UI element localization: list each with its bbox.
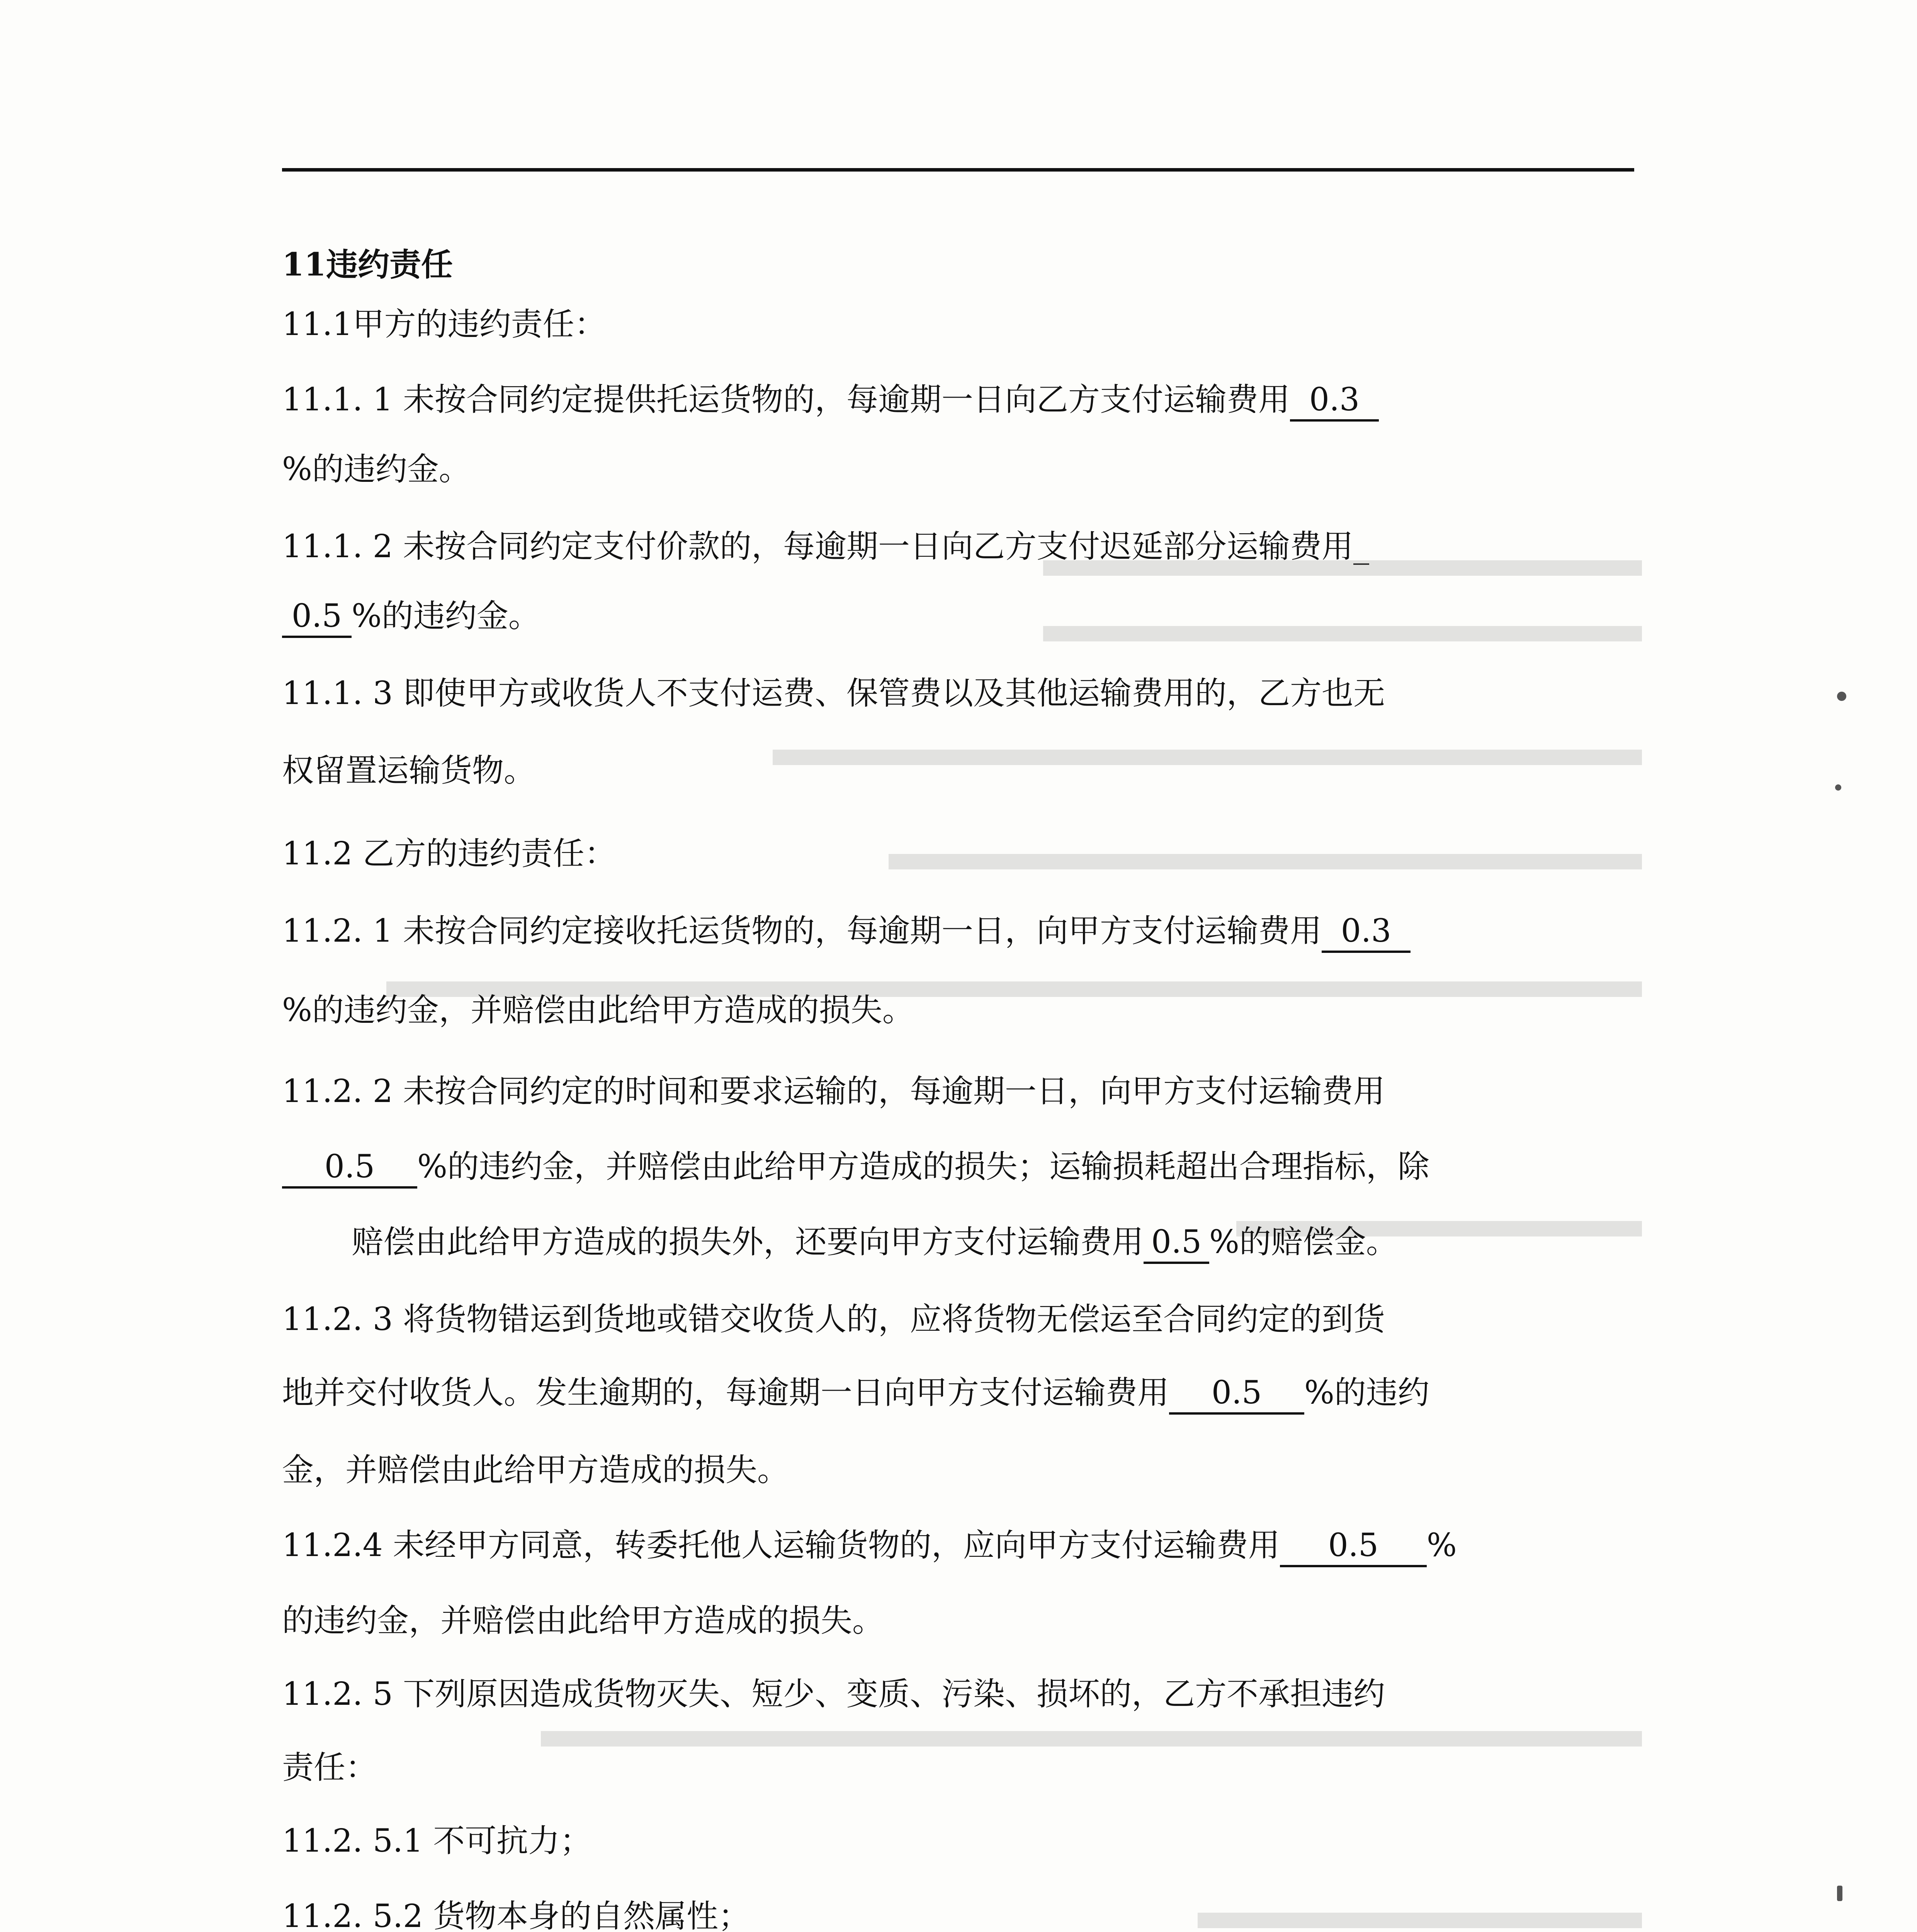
clause-text-line: 责任： — [282, 1749, 377, 1786]
clause-11-1-1: 11.1. 1 未按合同约定提供托运货物的，每逾期一日向乙方支付运输费用 0.3 — [282, 377, 1379, 423]
header-rule — [282, 168, 1634, 172]
margin-mark — [1835, 784, 1841, 791]
fill-in-blank: 0.5 — [1280, 1526, 1427, 1567]
clause-text-line: %的违约金。 — [282, 451, 471, 488]
clause-text-line: 权留置运输货物。 — [282, 752, 536, 789]
fill-in-blank: 0.5 — [282, 597, 352, 638]
clause-text-line: 0.5 %的违约金，并赔偿由此给甲方造成的损失；运输损耗超出合理指标，除 — [282, 1144, 1429, 1190]
margin-mark — [1837, 1886, 1842, 1901]
clause-11-2-2: 11.2. 2 未按合同约定的时间和要求运输的，每逾期一日，向甲方支付运输费用 — [282, 1073, 1385, 1110]
clause-11-1-2: 11.1. 2 未按合同约定支付价款的，每逾期一日向乙方支付迟延部分运输费用_ — [282, 528, 1369, 565]
section-heading-11: 11违约责任 — [282, 246, 453, 283]
clause-11-1-3: 11.1. 3 即使甲方或收货人不支付运费、保管费以及其他运输费用的，乙方也无 — [282, 675, 1385, 712]
clause-text-line: %的违约金，并赔偿由此给甲方造成的损失。 — [282, 992, 914, 1029]
fill-in-blank: 0.5 — [1169, 1374, 1304, 1415]
clause-11-2-5: 11.2. 5 下列原因造成货物灭失、短少、变质、污染、损坏的，乙方不承担违约 — [282, 1676, 1385, 1713]
clause-text-line: 的违约金，并赔偿由此给甲方造成的损失。 — [282, 1602, 884, 1639]
fill-in-blank: 0.5 — [282, 1148, 417, 1189]
fill-in-blank: 0.3 — [1322, 912, 1411, 953]
clause-11-2-3: 11.2. 3 将货物错运到货地或错交收货人的，应将货物无偿运至合同约定的到货 — [282, 1301, 1385, 1338]
clause-11-2-5-2: 11.2. 5.2 货物本身的自然属性； — [282, 1898, 750, 1932]
clause-text-line: 地并交付收货人。发生逾期的，每逾期一日向甲方支付运输费用 0.5 %的违约 — [282, 1370, 1429, 1416]
clause-text-line: 0.5 %的违约金。 — [282, 593, 540, 639]
clause-text-line: 赔偿由此给甲方造成的损失外，还要向甲方支付运输费用 0.5 %的赔偿金。 — [352, 1219, 1398, 1265]
clause-11-1: 11.1甲方的违约责任： — [282, 306, 606, 343]
margin-mark — [1837, 692, 1846, 701]
clause-11-2-4: 11.2.4 未经甲方同意，转委托他人运输货物的，应向甲方支付运输费用 0.5 % — [282, 1522, 1457, 1569]
clause-11-2-5-1: 11.2. 5.1 不可抗力； — [282, 1823, 592, 1859]
clause-text-line: 金，并赔偿由此给甲方造成的损失。 — [282, 1452, 789, 1488]
clause-11-2-1: 11.2. 1 未按合同约定接收托运货物的，每逾期一日，向甲方支付运输费用 0.3 — [282, 908, 1411, 954]
fill-in-blank: 0.3 — [1290, 381, 1379, 422]
clause-11-2: 11.2 乙方的违约责任： — [282, 835, 616, 872]
fill-in-blank: 0.5 — [1144, 1223, 1209, 1264]
